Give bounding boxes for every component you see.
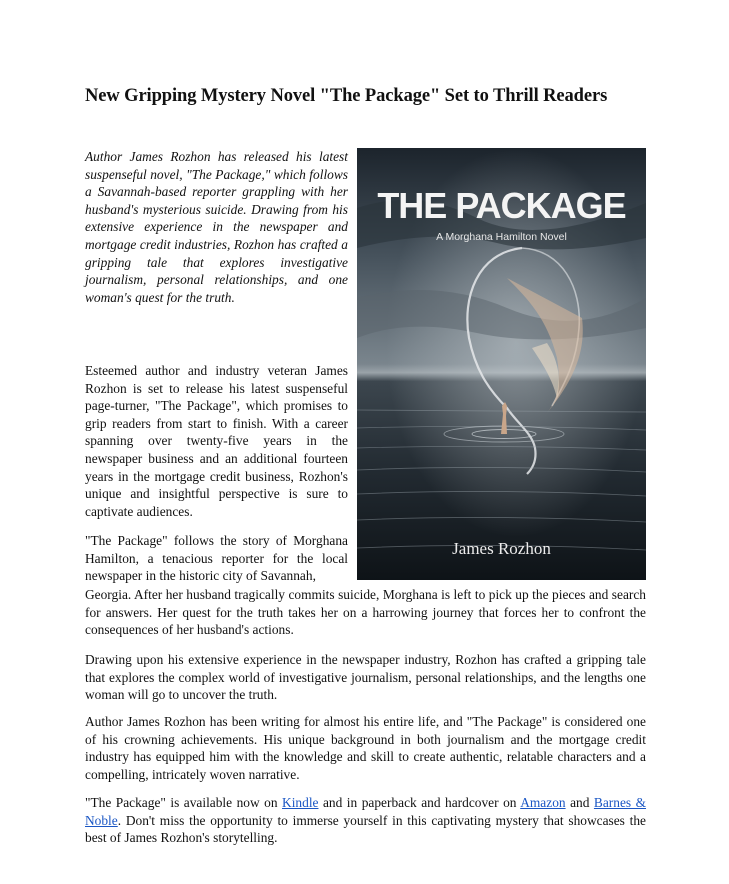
- cover-subtitle: A Morghana Hamilton Novel: [436, 231, 567, 243]
- article-title: New Gripping Mystery Novel "The Package" Set to Thrill Readers: [85, 86, 608, 106]
- intro-paragraph: Esteemed author and industry veteran James Rozhon is set to release his latest suspenseful page-turner, "The Package", which promises to grip readers from start to finish. With a career spanning over twenty-five years in the newspaper business and an additional fourteen years in the mortgage credit business, Rozhon's unique and insightful perspective is sure to captivate audiences.: [85, 363, 348, 519]
- availability-suffix: . Don't miss the opportunity to immerse yourself in this captivating mystery that showcases the best of James Rozhon's storytelling.: [85, 812, 646, 846]
- amazon-link[interactable]: Amazon: [520, 795, 566, 810]
- book-cover: [357, 148, 646, 580]
- article-summary: [85, 148, 348, 306]
- barnes-noble-link[interactable]: Barnes & Noble: [85, 795, 647, 828]
- story-section: [85, 532, 348, 585]
- kindle-link[interactable]: Kindle: [282, 795, 319, 810]
- availability-middle: and in paperback and hardcover on: [318, 795, 521, 810]
- story-paragraph-start: "The Package" follows the story of Morghana Hamilton, a tenacious reporter for the local newspaper in the historic city of Savannah,: [85, 533, 348, 584]
- availability-prefix: "The Package" is available now on: [85, 795, 283, 810]
- drawing-paragraph: Drawing upon his extensive experience in the newspaper industry, Rozhon has crafted a gripping tale that explores the complex world of investigative journalism, personal relationships, and the lengths one woman will go to uncover the truth.: [85, 652, 646, 703]
- author-paragraph: Author James Rozhon has been writing for almost his entire life, and "The Package" is considered one of his crowning achievements. His unique background in both journalism and the mortgage credit industry has equipped him with the knowledge and skill to create authentic, relatable characters and a compelling, intricately woven narrative.: [85, 714, 646, 782]
- book-cover-art: [357, 148, 646, 580]
- intro-section: [85, 362, 348, 520]
- availability-paragraph: [85, 794, 646, 847]
- cover-title: THE PACKAGE: [377, 185, 626, 226]
- cover-author: James Rozhon: [452, 539, 551, 558]
- availability-and: and: [565, 795, 594, 810]
- summary-paragraph: Author James Rozhon has released his latest suspenseful novel, "The Package," which follows a Savannah-based reporter grappling with her husband's mysterious suicide. Drawing from his extensive experience in the newspaper and mortgage credit industries, Rozhon has crafted a gripping tale that explores investigative journalism, personal relationships, and one woman's quest for the truth.: [85, 149, 348, 305]
- story-paragraph-continued: Georgia. After her husband tragically commits suicide, Morghana is left to pick up the pieces and search for answers. Her quest for the truth takes her on a harrowing journey that forces her to confront the consequences of her husband's actions.: [85, 587, 646, 638]
